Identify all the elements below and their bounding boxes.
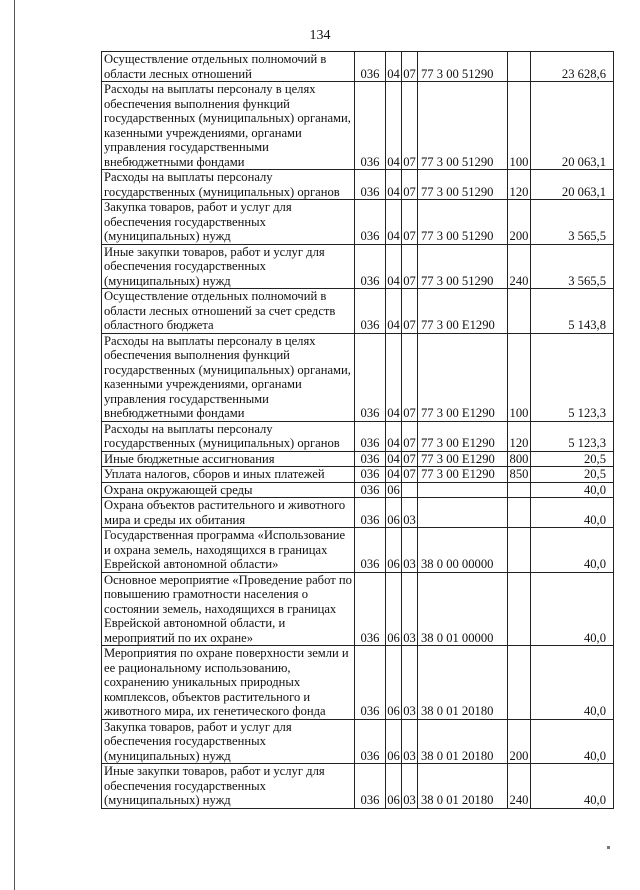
- expense-type-cell: 850: [508, 467, 531, 483]
- table-row: [102, 244, 614, 289]
- ministry-code-cell: 036: [355, 333, 386, 421]
- ministry-code-cell: 036: [355, 200, 386, 245]
- ministry-code-cell: 036: [355, 646, 386, 720]
- amount-cell: 40,0: [531, 646, 614, 720]
- row-name-cell: Закупка товаров, работ и услуг для обеспечения государственных (муниципальных) нужд: [102, 719, 355, 764]
- subsection-code-cell: 03: [402, 528, 418, 573]
- expense-type-cell: 100: [508, 82, 531, 170]
- subsection-code-cell: 03: [402, 498, 418, 528]
- target-article-cell: 77 3 00 E1290: [418, 289, 508, 334]
- row-name-cell: Охрана окружающей среды: [102, 482, 355, 498]
- expense-type-cell: [508, 52, 531, 82]
- section-code-cell: 04: [387, 451, 400, 466]
- target-article-cell: 77 3 00 E1290: [418, 451, 508, 467]
- section-code-cell: 04: [386, 421, 402, 451]
- table-row: [102, 572, 614, 646]
- ministry-code-cell: 036: [355, 719, 386, 764]
- table-row: [102, 170, 614, 200]
- row-name-cell: Расходы на выплаты персоналу в целях обеспечения выполнения функций государственных (муниципальных) органами, казенными учреждениями, органами управления государственными внебюджетными фондами: [102, 333, 355, 421]
- subsection-code-cell: 07: [402, 289, 418, 334]
- subsection-code-cell: 07: [402, 421, 418, 451]
- table-row: [102, 764, 614, 809]
- row-name-cell: Мероприятия по охране поверхности земли и ее рациональному использованию, сохранению уникальных природных комплексов, объектов растительного и животного мира, их генетического фонда: [102, 646, 355, 720]
- amount-cell: 5 143,8: [531, 289, 614, 334]
- ministry-code-cell: 036: [355, 289, 386, 334]
- section-code-cell: 04: [386, 52, 402, 82]
- target-article-cell: 77 3 00 51290: [418, 200, 508, 245]
- subsection-code-cell: 07: [402, 333, 418, 421]
- row-name-cell: Осуществление отдельных полномочий в области лесных отношений за счет средств областного бюджета: [102, 289, 355, 334]
- scan-mark: [607, 846, 610, 849]
- subsection-code-cell: 07: [402, 244, 418, 289]
- page-edge-line: [14, 0, 15, 890]
- expense-type-cell: [508, 646, 531, 720]
- table-row: [102, 52, 614, 82]
- target-article-cell: 77 3 00 E1290: [418, 333, 508, 421]
- section-code-cell: 06: [386, 719, 402, 764]
- section-code-cell: 04: [387, 467, 400, 481]
- target-article-cell: 77 3 00 E1290: [418, 421, 508, 451]
- row-name-cell: Закупка товаров, работ и услуг для обеспечения государственных (муниципальных) нужд: [102, 200, 355, 245]
- table-row: [102, 333, 614, 421]
- page-number: 134: [309, 28, 331, 43]
- target-article-cell: 38 0 01 20180: [418, 646, 508, 720]
- ministry-code-cell: 036: [355, 170, 386, 200]
- target-article-cell: 38 0 01 20180: [418, 764, 508, 809]
- target-article-cell: 77 3 00 51290: [418, 244, 508, 289]
- ministry-code-cell: 036: [355, 528, 386, 573]
- subsection-code-cell: 07: [402, 170, 418, 200]
- expense-type-cell: 200: [508, 719, 531, 764]
- ministry-code-cell: 036: [355, 482, 386, 498]
- target-article-cell: 77 3 00 51290: [418, 170, 508, 200]
- amount-cell: 23 628,6: [531, 52, 614, 82]
- ministry-code-cell: 036: [355, 498, 386, 528]
- section-code-cell: 04: [386, 289, 402, 334]
- section-code-cell: 04: [386, 333, 402, 421]
- section-code-cell: 04: [386, 244, 402, 289]
- ministry-code-cell: 036: [355, 764, 386, 809]
- target-article-cell: 77 3 00 E1290: [418, 467, 508, 483]
- row-name-cell: Осуществление отдельных полномочий в области лесных отношений: [102, 52, 355, 82]
- ministry-code-cell: 036: [355, 52, 386, 82]
- amount-cell: 5 123,3: [531, 333, 614, 421]
- expense-type-cell: 200: [508, 200, 531, 245]
- expense-type-cell: 120: [508, 170, 531, 200]
- target-article-cell: 38 0 01 00000: [418, 572, 508, 646]
- table-row: [102, 498, 614, 528]
- row-name-cell: Иные бюджетные ассигнования: [102, 451, 355, 467]
- ministry-code-cell: 036: [355, 467, 386, 483]
- row-name-cell: Охрана объектов растительного и животного мира и среды их обитания: [102, 498, 355, 528]
- row-name-cell: Иные закупки товаров, работ и услуг для обеспечения государственных (муниципальных) нужд: [102, 764, 355, 809]
- expense-type-cell: [508, 572, 531, 646]
- target-article-cell: 77 3 00 51290: [418, 82, 508, 170]
- subsection-code-cell: 07: [402, 200, 418, 245]
- row-name-cell: Расходы на выплаты персоналу государственных (муниципальных) органов: [102, 170, 355, 200]
- target-article-cell: [418, 482, 508, 498]
- section-code-cell: 06: [386, 498, 402, 528]
- amount-cell: 20,5: [531, 451, 614, 467]
- expense-type-cell: [508, 498, 531, 528]
- amount-cell: 20,5: [531, 467, 614, 483]
- table-row: [102, 719, 614, 764]
- section-code-cell: 04: [386, 82, 402, 170]
- target-article-cell: 38 0 01 20180: [418, 719, 508, 764]
- table-row: [102, 200, 614, 245]
- amount-cell: 40,0: [531, 719, 614, 764]
- expense-type-cell: [508, 482, 531, 498]
- target-article-cell: 77 3 00 51290: [418, 52, 508, 82]
- table-row: [102, 467, 614, 483]
- expense-type-cell: 100: [508, 333, 531, 421]
- target-article-cell: [418, 498, 508, 528]
- subsection-code-cell: 07: [402, 82, 418, 170]
- target-article-cell: 38 0 00 00000: [418, 528, 508, 573]
- table-row: [102, 482, 614, 498]
- ministry-code-cell: 036: [355, 451, 386, 467]
- section-code-cell: 06: [386, 572, 402, 646]
- amount-cell: 40,0: [531, 764, 614, 809]
- amount-cell: 40,0: [531, 528, 614, 573]
- subsection-code-cell: 03: [402, 646, 418, 720]
- expense-type-cell: [508, 289, 531, 334]
- table-row: [102, 646, 614, 720]
- expense-type-cell: 800: [508, 451, 531, 467]
- table-row: [102, 528, 614, 573]
- expense-type-cell: 240: [508, 244, 531, 289]
- ministry-code-cell: 036: [355, 572, 386, 646]
- section-code-cell: 06: [386, 646, 402, 720]
- amount-cell: 40,0: [531, 482, 614, 498]
- budget-table: [101, 51, 614, 809]
- section-code-cell: 06: [386, 764, 402, 809]
- row-name-cell: Уплата налогов, сборов и иных платежей: [102, 467, 355, 483]
- section-code-cell: 04: [386, 170, 402, 200]
- section-code-cell: 06: [386, 528, 402, 573]
- expense-type-cell: [508, 528, 531, 573]
- subsection-code-cell: 07: [403, 467, 416, 481]
- table-row: [102, 421, 614, 451]
- table-row: [102, 451, 614, 467]
- row-name-cell: Иные закупки товаров, работ и услуг для обеспечения государственных (муниципальных) нужд: [102, 244, 355, 289]
- subsection-code-cell: 07: [403, 451, 416, 466]
- table-row: [102, 289, 614, 334]
- subsection-code-cell: 03: [402, 764, 418, 809]
- row-name-cell: Расходы на выплаты персоналу в целях обеспечения выполнения функций государственных (муниципальных) органами, казенными учреждениями, органами управления государственными внебюджетными фондами: [102, 82, 355, 170]
- amount-cell: 40,0: [531, 572, 614, 646]
- ministry-code-cell: 036: [355, 244, 386, 289]
- row-name-cell: Расходы на выплаты персоналу государственных (муниципальных) органов: [102, 421, 355, 451]
- subsection-code-cell: 03: [402, 572, 418, 646]
- amount-cell: 5 123,3: [531, 421, 614, 451]
- amount-cell: 40,0: [531, 498, 614, 528]
- subsection-code-cell: [402, 482, 418, 498]
- subsection-code-cell: 03: [402, 719, 418, 764]
- amount-cell: 3 565,5: [531, 200, 614, 245]
- amount-cell: 20 063,1: [531, 170, 614, 200]
- amount-cell: 20 063,1: [531, 82, 614, 170]
- section-code-cell: 04: [386, 200, 402, 245]
- row-name-cell: Основное мероприятие «Проведение работ по повышению грамотности населения о состоянии земель, находящихся в границах Еврейской автономной области, и мероприятий по их охране»: [102, 572, 355, 646]
- subsection-code-cell: 07: [402, 52, 418, 82]
- expense-type-cell: 120: [508, 421, 531, 451]
- table-row: [102, 82, 614, 170]
- expense-type-cell: 240: [508, 764, 531, 809]
- section-code-cell: 06: [387, 482, 400, 497]
- amount-cell: 3 565,5: [531, 244, 614, 289]
- row-name-cell: Государственная программа «Использование и охрана земель, находящихся в границах Еврейской автономной области»: [102, 528, 355, 573]
- budget-table-body: [102, 52, 614, 809]
- ministry-code-cell: 036: [355, 82, 386, 170]
- ministry-code-cell: 036: [355, 421, 386, 451]
